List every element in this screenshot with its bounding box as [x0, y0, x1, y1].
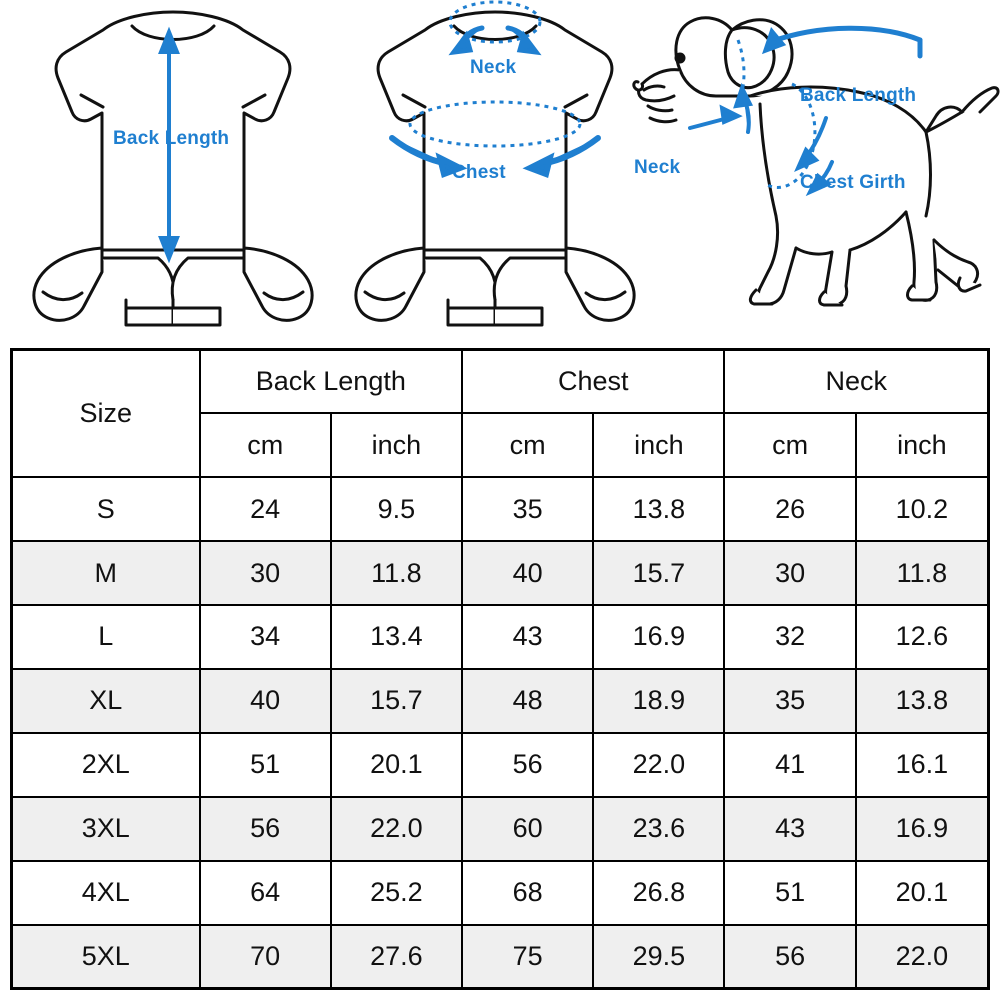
row-cell: 60: [462, 797, 593, 861]
table-row: [13, 605, 987, 669]
row-cell: 75: [462, 925, 593, 987]
row-cell: 12.6: [856, 605, 987, 669]
row-size: 4XL: [13, 861, 200, 925]
row-cell: 51: [200, 733, 331, 797]
row-cell: 30: [724, 541, 855, 605]
row-cell: 35: [724, 669, 855, 733]
row-cell: 68: [462, 861, 593, 925]
row-cell: 22.0: [331, 797, 462, 861]
header-unit-chest-inch: inch: [593, 413, 724, 477]
row-cell: 32: [724, 605, 855, 669]
row-size: 2XL: [13, 733, 200, 797]
row-cell: 30: [200, 541, 331, 605]
row-cell: 64: [200, 861, 331, 925]
table-row: [13, 861, 987, 925]
row-cell: 24: [200, 477, 331, 541]
row-size: XL: [13, 669, 200, 733]
garment-back-illustration: [330, 0, 660, 345]
row-cell: 20.1: [856, 861, 987, 925]
row-size: 5XL: [13, 925, 200, 987]
annotation-chest-girth-dog: Chest Girth: [800, 172, 906, 193]
row-cell: 43: [724, 797, 855, 861]
garment-front-illustration: [8, 0, 338, 345]
row-cell: 43: [462, 605, 593, 669]
row-size: M: [13, 541, 200, 605]
row-cell: 48: [462, 669, 593, 733]
header-group-neck: Neck: [724, 351, 987, 413]
header-unit-back-length-inch: inch: [331, 413, 462, 477]
table-row: [13, 669, 987, 733]
table-row: [13, 925, 987, 987]
row-cell: 11.8: [856, 541, 987, 605]
row-cell: 15.7: [593, 541, 724, 605]
row-cell: 35: [462, 477, 593, 541]
row-cell: 70: [200, 925, 331, 987]
garment-front-svg: [8, 0, 338, 345]
illustration-band: [0, 0, 1000, 345]
row-cell: 29.5: [593, 925, 724, 987]
header-group-back-length: Back Length: [200, 351, 462, 413]
header-unit-chest-cm: cm: [462, 413, 593, 477]
size-table: [13, 351, 987, 987]
row-cell: 16.9: [593, 605, 724, 669]
row-cell: 13.8: [593, 477, 724, 541]
row-size: 3XL: [13, 797, 200, 861]
row-cell: 34: [200, 605, 331, 669]
row-cell: 23.6: [593, 797, 724, 861]
row-cell: 51: [724, 861, 855, 925]
row-cell: 10.2: [856, 477, 987, 541]
row-cell: 13.4: [331, 605, 462, 669]
row-cell: 26: [724, 477, 855, 541]
annotation-back-length-front: Back Length: [113, 128, 230, 149]
row-cell: 16.1: [856, 733, 987, 797]
row-cell: 25.2: [331, 861, 462, 925]
table-row: [13, 477, 987, 541]
table-row: [13, 797, 987, 861]
table-header-group-row: [13, 351, 987, 413]
row-cell: 56: [724, 925, 855, 987]
header-unit-back-length-cm: cm: [200, 413, 331, 477]
row-cell: 56: [462, 733, 593, 797]
header-unit-neck-inch: inch: [856, 413, 987, 477]
annotation-neck-dog: Neck: [634, 157, 681, 178]
row-cell: 27.6: [331, 925, 462, 987]
header-group-chest: Chest: [462, 351, 724, 413]
row-cell: 22.0: [856, 925, 987, 987]
header-unit-neck-cm: cm: [724, 413, 855, 477]
row-cell: 40: [462, 541, 593, 605]
row-size: L: [13, 605, 200, 669]
row-cell: 16.9: [856, 797, 987, 861]
size-table-container: [10, 348, 990, 990]
row-cell: 13.8: [856, 669, 987, 733]
row-cell: 9.5: [331, 477, 462, 541]
dog-illustration: [620, 0, 1000, 345]
annotation-neck-back: Neck: [470, 57, 517, 78]
row-cell: 26.8: [593, 861, 724, 925]
row-cell: 22.0: [593, 733, 724, 797]
row-cell: 11.8: [331, 541, 462, 605]
row-cell: 40: [200, 669, 331, 733]
row-size: S: [13, 477, 200, 541]
annotation-chest-back: Chest: [452, 162, 506, 183]
row-cell: 41: [724, 733, 855, 797]
row-cell: 20.1: [331, 733, 462, 797]
row-cell: 18.9: [593, 669, 724, 733]
row-cell: 15.7: [331, 669, 462, 733]
annotation-back-length-dog: Back Length: [800, 85, 917, 106]
table-row: [13, 733, 987, 797]
row-cell: 56: [200, 797, 331, 861]
table-row: [13, 541, 987, 605]
header-size: Size: [13, 351, 200, 477]
